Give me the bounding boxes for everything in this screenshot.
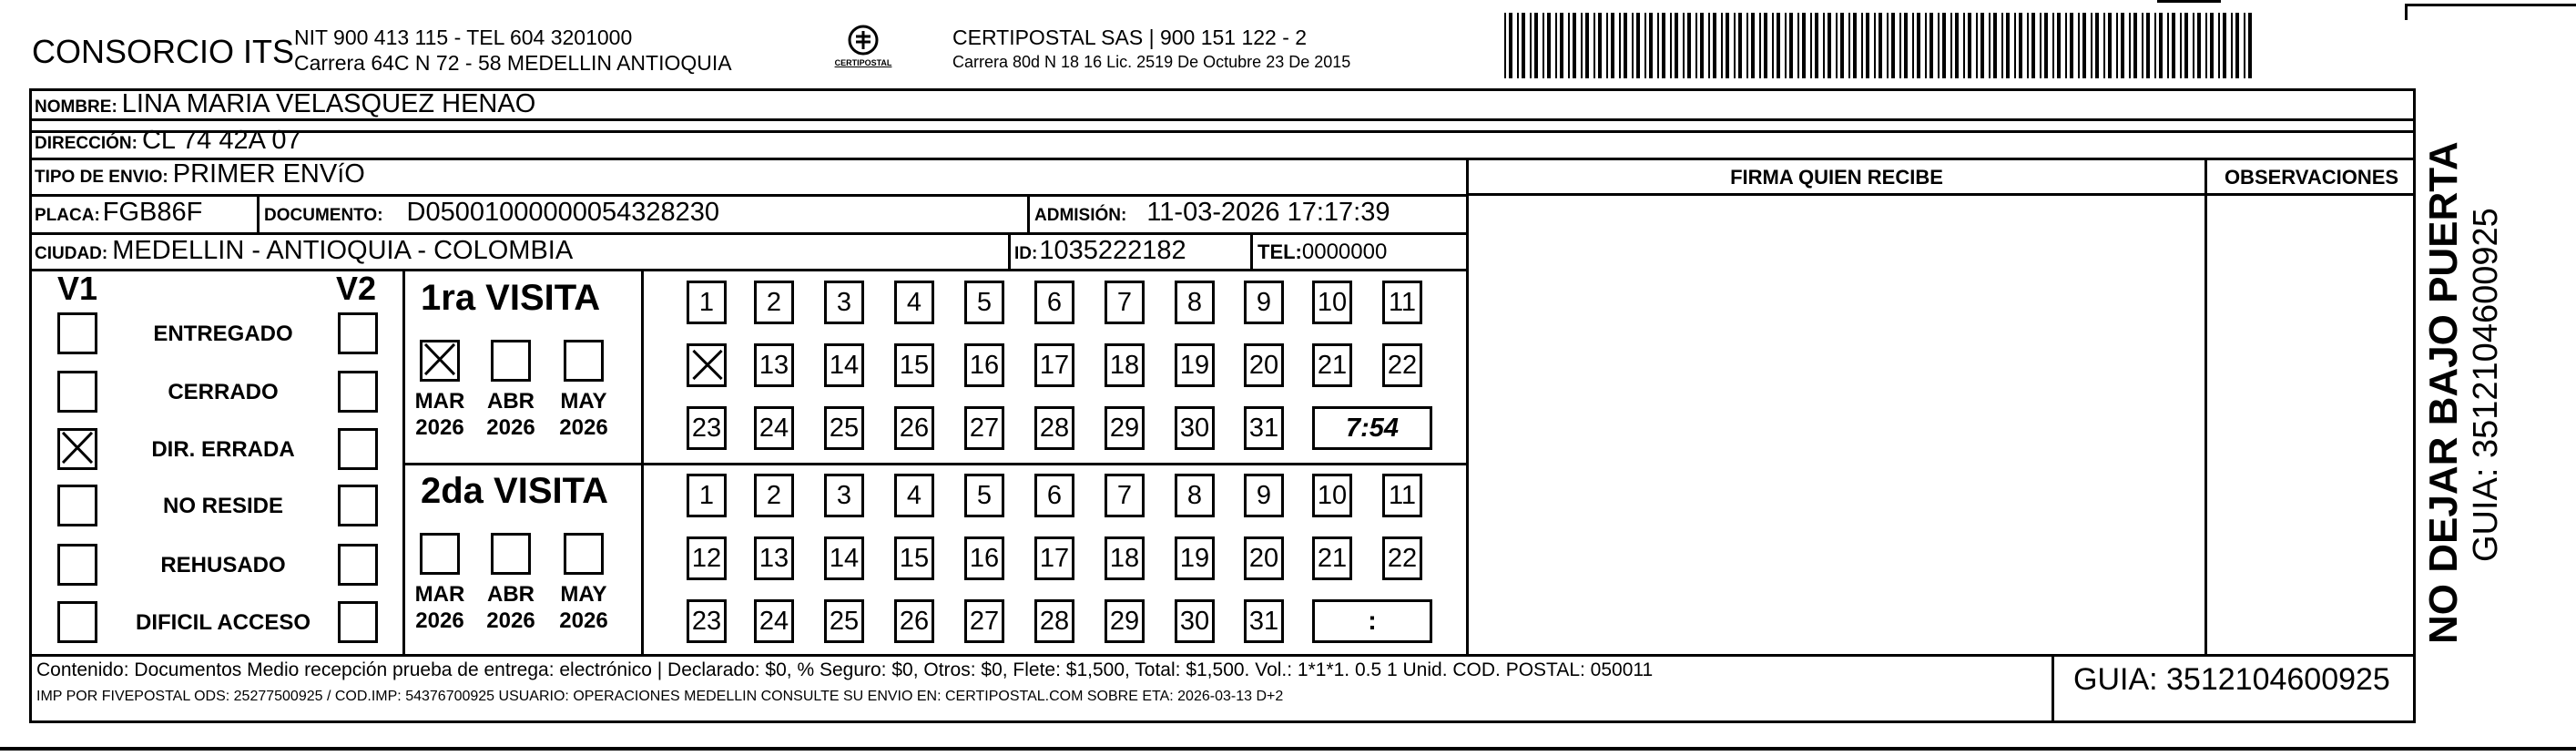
barcode-bar: [2121, 13, 2124, 78]
barcode-bar: [1912, 13, 1914, 78]
barcode: [1502, 13, 2260, 78]
barcode-bar: [2129, 13, 2131, 78]
admision-row: [1034, 198, 1390, 228]
barcode-bar: [2108, 13, 2112, 78]
barcode-bar: [1942, 13, 1946, 78]
barcode-bar: [2184, 13, 2188, 78]
day-box[interactable]: 11: [1382, 281, 1422, 324]
barcode-bar: [1657, 13, 1659, 78]
day-box[interactable]: 21: [1312, 536, 1352, 580]
day-box[interactable]: 18: [1105, 536, 1145, 580]
month-label: [554, 388, 614, 441]
barcode-bar: [1866, 13, 1869, 78]
day-box[interactable]: 6: [1034, 474, 1074, 517]
v2-checkbox[interactable]: [338, 601, 378, 643]
day-box[interactable]: 19: [1175, 536, 1215, 580]
day-box[interactable]: 24: [754, 406, 794, 450]
barcode-bar: [1968, 13, 1971, 78]
day-box[interactable]: 28: [1034, 406, 1074, 450]
barcode-bar: [1721, 13, 1723, 78]
month-label: [481, 388, 541, 441]
barcode-bar: [2082, 13, 2086, 78]
nombre-row: [35, 89, 535, 119]
month-name: MAR: [414, 389, 465, 414]
tel-value: 0000000: [1301, 240, 1388, 264]
barcode-bar: [2218, 13, 2220, 78]
barcode-bar: [1929, 13, 1933, 78]
barcode-bar: [1670, 13, 1672, 78]
barcode-bar: [1764, 13, 1767, 78]
tipo-value: PRIMER ENVíO: [172, 159, 365, 189]
day-box[interactable]: 20: [1244, 343, 1284, 387]
ciudad-row: [35, 236, 573, 266]
barcode-bar: [2116, 13, 2118, 78]
contenido-text: Contenido: Documentos Medio recepción prueba de entrega: electrónico | Declarado: $0, % Seguro: $0, Otros: $0, Flete: $1,500, Total: $1,500. Vol.: 1*1*1. 0.5 1 Unid. COD. POSTAL: 050011: [36, 659, 1654, 680]
day-box[interactable]: 22: [1382, 343, 1422, 387]
id-row: [1014, 236, 1186, 266]
day-box[interactable]: 4: [894, 281, 934, 324]
barcode-bar: [1993, 13, 1997, 78]
day-box[interactable]: 9: [1244, 281, 1284, 324]
barcode-bar: [1581, 13, 1583, 78]
barcode-bar: [2244, 13, 2245, 78]
barcode-bar: [1836, 13, 1838, 78]
month-checkbox[interactable]: [491, 340, 531, 382]
day-box[interactable]: 25: [824, 406, 864, 450]
day-box[interactable]: 18: [1105, 343, 1145, 387]
tipo-row: [35, 159, 365, 189]
barcode-bar: [1649, 13, 1653, 78]
v1-checkbox[interactable]: [57, 428, 97, 470]
time-box[interactable]: 7:54: [1312, 406, 1432, 450]
barcode-bar: [2001, 13, 2003, 78]
barcode-bar: [1879, 13, 1882, 78]
day-box[interactable]: 10: [1312, 474, 1352, 517]
status-label: NO RESIDE: [162, 494, 284, 518]
day-box[interactable]: 17: [1034, 536, 1074, 580]
barcode-bar: [1624, 13, 1627, 78]
barcode-bar: [1504, 13, 1506, 78]
day-box[interactable]: 6: [1034, 281, 1074, 324]
barcode-bar: [1861, 13, 1863, 78]
placa-label: PLACA:: [35, 206, 100, 225]
day-box[interactable]: 25: [824, 599, 864, 643]
day-box[interactable]: 21: [1312, 343, 1352, 387]
barcode-bar: [2006, 13, 2010, 78]
side-text: [2412, 15, 2576, 653]
barcode-bar: [1848, 13, 1850, 78]
barcode-bar: [2078, 13, 2080, 78]
v2-label: V2: [336, 270, 377, 307]
day-box[interactable]: 8: [1175, 281, 1215, 324]
barcode-bar: [1789, 13, 1793, 78]
v2-checkbox[interactable]: [338, 312, 378, 354]
status-label: CERRADO: [168, 380, 279, 404]
barcode-bar: [1611, 13, 1614, 78]
barcode-bar: [2065, 13, 2067, 78]
barcode-bar: [1534, 13, 1538, 78]
month-name: ABR: [487, 582, 535, 607]
day-box[interactable]: 15: [894, 536, 934, 580]
barcode-bar: [1708, 13, 1710, 78]
barcode-bar: [2014, 13, 2016, 78]
barcode-bar: [1950, 13, 1952, 78]
barcode-bar: [1695, 13, 1697, 78]
placa-row: [35, 198, 202, 228]
barcode-bar: [1828, 13, 1831, 78]
day-box[interactable]: 30: [1175, 406, 1215, 450]
day-box[interactable]: 28: [1034, 599, 1074, 643]
barcode-bar: [1726, 13, 1729, 78]
barcode-bar: [1738, 13, 1742, 78]
carrier-name: CERTIPOSTAL SAS | 900 151 122 - 2: [952, 26, 1308, 49]
month-checkbox[interactable]: [420, 533, 460, 575]
barcode-bar: [1517, 13, 1519, 78]
barcode-bar: [2154, 13, 2156, 78]
day-box[interactable]: 27: [964, 406, 1004, 450]
barcode-bar: [1751, 13, 1755, 78]
logo-text: CERTIPOSTAL: [834, 58, 892, 67]
barcode-bar: [1759, 13, 1761, 78]
day-box[interactable]: 23: [687, 406, 727, 450]
barcode-bar: [2057, 13, 2061, 78]
day-box[interactable]: 5: [964, 281, 1004, 324]
barcode-bar: [2019, 13, 2022, 78]
barcode-bar: [1683, 13, 1685, 78]
barcode-bar: [2146, 13, 2150, 78]
tel-row: [1257, 240, 1387, 265]
direccion-row: [35, 126, 301, 156]
barcode-bar: [1675, 13, 1678, 78]
barcode-bar: [1823, 13, 1825, 78]
month-name: ABR: [487, 389, 535, 414]
documento-row: [264, 198, 719, 228]
barcode-bar: [1522, 13, 1525, 78]
day-box[interactable]: 19: [1175, 343, 1215, 387]
day-box[interactable]: 29: [1105, 599, 1145, 643]
documento-value: D05001000000054328230: [406, 198, 720, 227]
bottom-rule: [0, 747, 2576, 751]
day-box[interactable]: 9: [1244, 474, 1284, 517]
barcode-bar: [1700, 13, 1704, 78]
barcode-bar: [1853, 13, 1857, 78]
barcode-bar: [1772, 13, 1774, 78]
barcode-bar: [1925, 13, 1927, 78]
barcode-bar: [2052, 13, 2054, 78]
barcode-bar: [1810, 13, 1812, 78]
barcode-bar: [1555, 13, 1557, 78]
barcode-bar: [1734, 13, 1736, 78]
day-box[interactable]: 2: [754, 281, 794, 324]
day-box[interactable]: 11: [1382, 474, 1422, 517]
month-checkbox[interactable]: [420, 340, 460, 382]
day-box[interactable]: [687, 343, 727, 387]
barcode-bar: [1687, 13, 1691, 78]
barcode-bar: [1891, 13, 1895, 78]
day-box[interactable]: 3: [824, 474, 864, 517]
month-name: MAR: [414, 582, 465, 607]
id-label: ID:: [1014, 244, 1038, 263]
barcode-bar: [2040, 13, 2041, 78]
day-box[interactable]: 13: [754, 536, 794, 580]
barcode-bar: [2159, 13, 2163, 78]
direccion-label: DIRECCIÓN:: [35, 134, 137, 153]
month-year: 2026: [559, 608, 608, 633]
barcode-bar: [2205, 13, 2207, 78]
day-box[interactable]: 5: [964, 474, 1004, 517]
day-box[interactable]: 3: [824, 281, 864, 324]
barcode-bar: [1938, 13, 1940, 78]
barcode-bar: [1593, 13, 1595, 78]
month-year: 2026: [486, 608, 535, 633]
v1-label: V1: [57, 270, 98, 307]
company-name: CONSORCIO ITS: [32, 33, 295, 70]
day-box[interactable]: 16: [964, 343, 1004, 387]
barcode-bar: [2044, 13, 2048, 78]
v1-checkbox[interactable]: [57, 485, 97, 526]
carrier-license: Carrera 80d N 18 16 Lic. 2519 De Octubre 23 De 2015: [952, 53, 1351, 71]
barcode-bar: [1568, 13, 1570, 78]
barcode-bar: [1632, 13, 1634, 78]
barcode-bar: [1976, 13, 1978, 78]
status-label: ENTREGADO: [153, 322, 293, 346]
barcode-bar: [2091, 13, 2092, 78]
month-label: [554, 581, 614, 634]
month-label: [410, 388, 470, 441]
day-box[interactable]: 7: [1105, 281, 1145, 324]
certipostal-logo: [836, 20, 891, 75]
barcode-bar: [1543, 13, 1544, 78]
v1-checkbox[interactable]: [57, 601, 97, 643]
barcode-bar: [1636, 13, 1640, 78]
barcode-bar: [1777, 13, 1780, 78]
barcode-bar: [2027, 13, 2029, 78]
day-box[interactable]: 2: [754, 474, 794, 517]
company-address: Carrera 64C N 72 - 58 MEDELLIN ANTIOQUIA: [294, 51, 732, 75]
nombre-label: NOMBRE:: [35, 97, 117, 117]
barcode-bar: [2031, 13, 2035, 78]
barcode-bar: [2095, 13, 2099, 78]
day-box[interactable]: 29: [1105, 406, 1145, 450]
footer-guia: GUIA: 3512104600925: [2073, 662, 2390, 697]
v1-checkbox[interactable]: [57, 544, 97, 586]
barcode-bar: [1874, 13, 1876, 78]
day-box[interactable]: 4: [894, 474, 934, 517]
month-year: 2026: [486, 415, 535, 440]
day-box[interactable]: 24: [754, 599, 794, 643]
barcode-bar: [2167, 13, 2169, 78]
month-checkbox[interactable]: [564, 533, 604, 575]
visit-title: 1ra VISITA: [421, 278, 601, 318]
ciudad-label: CIUDAD:: [35, 244, 108, 263]
side-guia-text: GUIA: 3512104600925: [2467, 208, 2505, 562]
barcode-bar: [1989, 13, 1991, 78]
status-label: DIR. ERRADA: [151, 437, 295, 462]
barcode-bar: [1509, 13, 1512, 78]
firma-label: FIRMA QUIEN RECIBE: [1730, 166, 1943, 189]
tel-label: TEL:: [1257, 240, 1302, 263]
barcode-bar: [1530, 13, 1532, 78]
month-name: MAY: [560, 389, 607, 414]
day-box[interactable]: 30: [1175, 599, 1215, 643]
status-label: REHUSADO: [160, 553, 286, 577]
tipo-label: TIPO DE ENVIO:: [35, 168, 168, 187]
day-box[interactable]: 27: [964, 599, 1004, 643]
v2-checkbox[interactable]: [338, 485, 378, 526]
barcode-bar: [1904, 13, 1908, 78]
day-box[interactable]: 17: [1034, 343, 1074, 387]
barcode-bar: [1598, 13, 1602, 78]
barcode-bar: [2231, 13, 2233, 78]
month-checkbox[interactable]: [564, 340, 604, 382]
documento-label: DOCUMENTO:: [264, 206, 383, 225]
barcode-bar: [2223, 13, 2226, 78]
barcode-bar: [1644, 13, 1646, 78]
barcode-bar: [1815, 13, 1818, 78]
day-box[interactable]: 31: [1244, 406, 1284, 450]
barcode-bar: [1980, 13, 1984, 78]
barcode-bar: [1746, 13, 1748, 78]
company-nit: NIT 900 413 115 - TEL 604 3201000: [294, 26, 633, 49]
barcode-bar: [1606, 13, 1608, 78]
id-value: 1035222182: [1039, 236, 1186, 265]
barcode-bar: [2103, 13, 2105, 78]
barcode-bar: [2142, 13, 2143, 78]
barcode-bar: [1963, 13, 1965, 78]
day-box[interactable]: 23: [687, 599, 727, 643]
day-box[interactable]: 7: [1105, 474, 1145, 517]
barcode-bar: [1585, 13, 1589, 78]
barcode-bar: [2210, 13, 2214, 78]
admision-value: 11-03-2026 17:17:39: [1146, 198, 1390, 227]
v2-checkbox[interactable]: [338, 428, 378, 470]
observaciones-label: OBSERVACIONES: [2224, 166, 2399, 189]
day-box[interactable]: 1: [687, 281, 727, 324]
month-checkbox[interactable]: [491, 533, 531, 575]
barcode-bar: [1917, 13, 1920, 78]
barcode-bar: [1840, 13, 1844, 78]
barcode-bar: [2248, 13, 2252, 78]
barcode-bar: [1899, 13, 1901, 78]
day-box[interactable]: 8: [1175, 474, 1215, 517]
barcode-bar: [1560, 13, 1563, 78]
day-box[interactable]: 22: [1382, 536, 1422, 580]
v2-checkbox[interactable]: [338, 371, 378, 413]
day-box[interactable]: 31: [1244, 599, 1284, 643]
barcode-bar: [1802, 13, 1806, 78]
barcode-bar: [1713, 13, 1716, 78]
day-box[interactable]: 13: [754, 343, 794, 387]
status-label: DIFICIL ACCESO: [135, 610, 311, 635]
barcode-bar: [1887, 13, 1889, 78]
barcode-bar: [1619, 13, 1621, 78]
barcode-tick: [2157, 0, 2221, 3]
month-year: 2026: [559, 415, 608, 440]
month-label: [410, 581, 470, 634]
barcode-bar: [1797, 13, 1799, 78]
no-dejar-text: NO DEJAR BAJO PUERTA: [2421, 141, 2466, 644]
admision-label: ADMISIÓN:: [1034, 206, 1127, 225]
barcode-bar: [2070, 13, 2073, 78]
day-box[interactable]: 20: [1244, 536, 1284, 580]
month-year: 2026: [415, 415, 464, 440]
v2-checkbox[interactable]: [338, 544, 378, 586]
month-label: [481, 581, 541, 634]
day-box[interactable]: 14: [824, 536, 864, 580]
barcode-bar: [2172, 13, 2175, 78]
barcode-bar: [2180, 13, 2182, 78]
barcode-bar: [1785, 13, 1787, 78]
direccion-value: CL 74 42A 07: [141, 126, 301, 155]
visit-title: 2da VISITA: [421, 471, 608, 511]
month-year: 2026: [415, 608, 464, 633]
day-box[interactable]: 12: [687, 536, 727, 580]
placa-value: FGB86F: [102, 198, 203, 227]
v1-checkbox[interactable]: [57, 371, 97, 413]
time-box[interactable]: :: [1312, 599, 1432, 643]
day-box[interactable]: 26: [894, 599, 934, 643]
imp-text: IMP POR FIVEPOSTAL ODS: 25277500925 / COD.IMP: 54376700925 USUARIO: OPERACIONES MEDELLIN CONSULTE SU ENVIO EN: CERTIPOSTAL.COM SOBRE ETA: 2026-03-13 D+2: [36, 689, 1284, 704]
barcode-bar: [1573, 13, 1576, 78]
barcode-bar: [2197, 13, 2201, 78]
v1-checkbox[interactable]: [57, 312, 97, 354]
day-box[interactable]: 14: [824, 343, 864, 387]
barcode-bar: [2193, 13, 2194, 78]
barcode-bar: [2235, 13, 2239, 78]
day-box[interactable]: 1: [687, 474, 727, 517]
ciudad-value: MEDELLIN - ANTIOQUIA - COLOMBIA: [112, 236, 574, 265]
barcode-bar: [2133, 13, 2137, 78]
barcode-bar: [1547, 13, 1551, 78]
day-box[interactable]: 15: [894, 343, 934, 387]
header: [0, 0, 1502, 91]
nombre-value: LINA MARIA VELASQUEZ HENAO: [121, 89, 536, 118]
day-box[interactable]: 26: [894, 406, 934, 450]
barcode-bar: [1662, 13, 1665, 78]
day-box[interactable]: 16: [964, 536, 1004, 580]
day-box[interactable]: 10: [1312, 281, 1352, 324]
barcode-bar: [1955, 13, 1959, 78]
month-name: MAY: [560, 582, 607, 607]
